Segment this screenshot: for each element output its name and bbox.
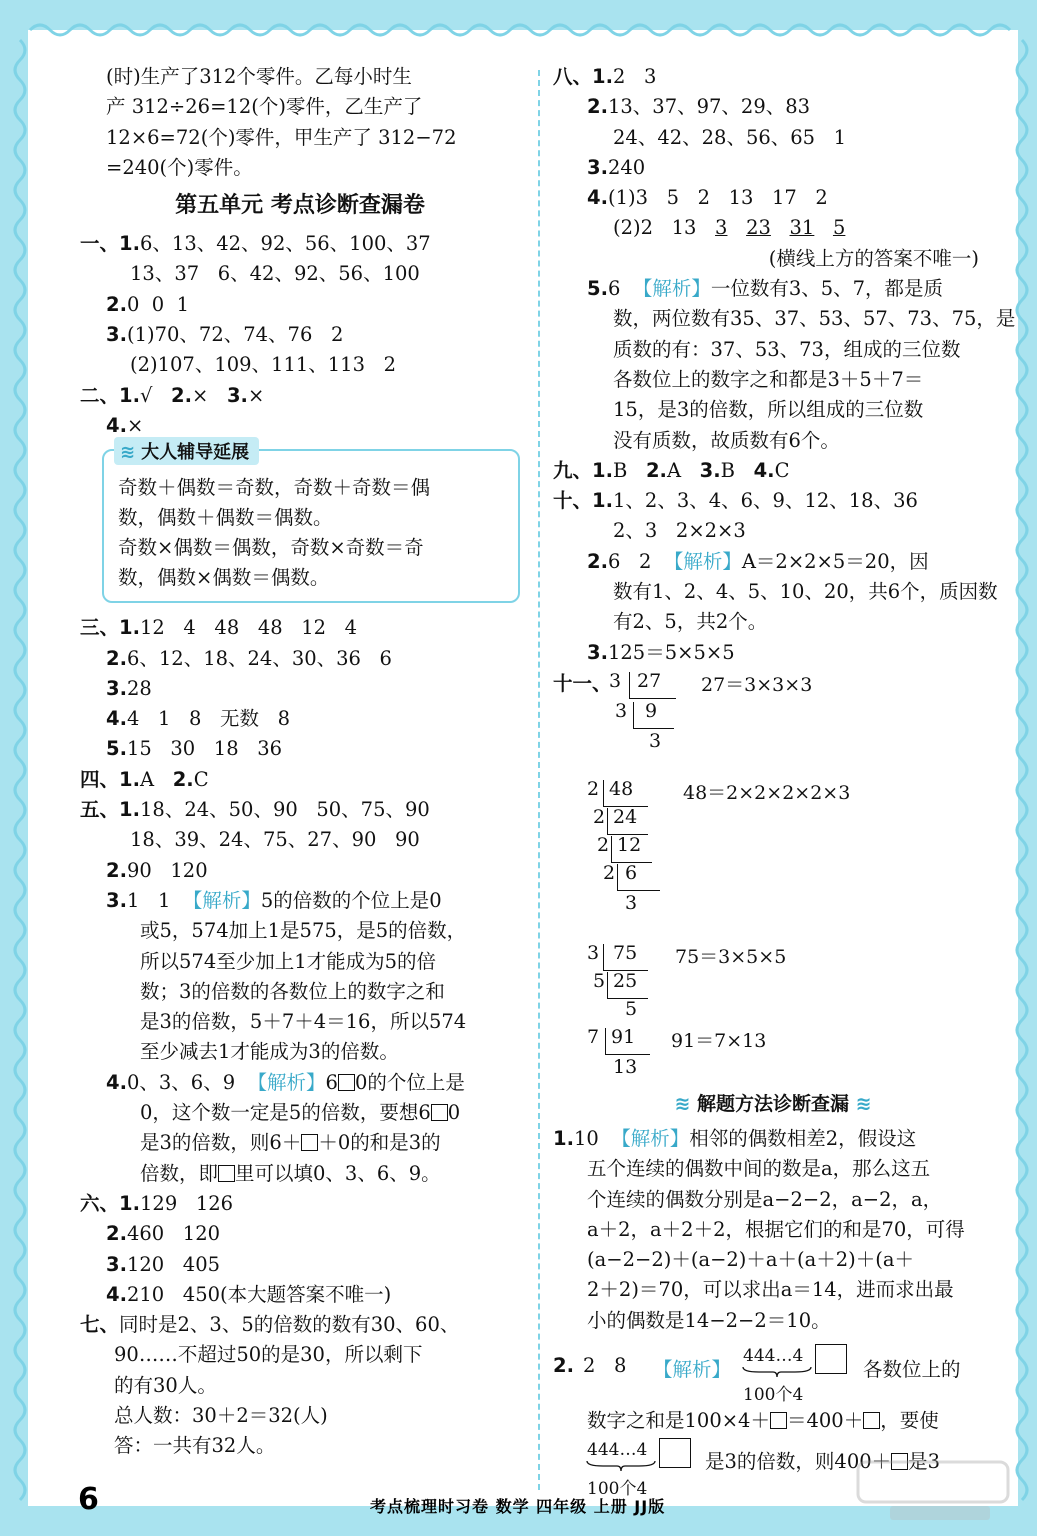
- question-number: 1.: [119, 383, 140, 407]
- question-number: 3.: [106, 1252, 127, 1276]
- analysis-text: 5的倍数的个位上是0: [260, 888, 442, 912]
- blank-box-icon: [431, 1104, 448, 1121]
- question-number: 3.: [587, 155, 608, 179]
- section-number: 十、: [553, 489, 593, 513]
- brace-label: 100个4: [743, 1385, 804, 1406]
- question-number: 4.: [587, 186, 608, 210]
- analysis-tag: 【解析】: [653, 1358, 732, 1382]
- quotient: 3: [625, 891, 638, 914]
- dividend: 6: [625, 861, 638, 884]
- answer-text: 1 1: [126, 888, 171, 912]
- dividend: 27: [637, 669, 662, 692]
- answer-line: [553, 638, 993, 668]
- answer-text: 6、12、18、24、30、36 6: [126, 646, 392, 670]
- question-number: 3.: [226, 383, 248, 407]
- question-number: 2.: [106, 858, 127, 882]
- wave-icon: ≋: [120, 442, 136, 464]
- dividend: 9: [645, 699, 658, 722]
- division-bracket: [633, 699, 674, 729]
- analysis-tag: 【解析】: [182, 888, 261, 912]
- brace-label: 100个4: [587, 1479, 648, 1500]
- dividend: 91: [611, 1025, 636, 1048]
- answer-line: [80, 613, 520, 643]
- question-number: 2.: [106, 646, 127, 670]
- answer-note: (横线上方的答案不唯一): [768, 246, 979, 270]
- question-number: 1.: [592, 489, 613, 513]
- question-number: 2.: [587, 549, 608, 573]
- question-number: 1.: [592, 458, 613, 482]
- answer-line: (2)107、109、111、113 2: [130, 353, 397, 377]
- question-number: 2.: [645, 458, 667, 482]
- division-bracket: [611, 833, 652, 863]
- underlined-answer: 3: [715, 216, 728, 240]
- tip-box: [102, 442, 520, 603]
- tip-line: 奇数×偶数＝偶数，奇数×奇数＝奇: [118, 536, 424, 560]
- analysis-line: 数，两位数有35、37、53、57、73、75，是: [613, 307, 1016, 331]
- division-bracket: [603, 777, 648, 807]
- underlined-answer: 23: [746, 216, 771, 240]
- answer-text: 120 405: [126, 1252, 221, 1276]
- question-number: 3.: [106, 676, 127, 700]
- short-division-area: [553, 1018, 993, 1084]
- question-number: 2.: [171, 383, 193, 407]
- watermark-logo-icon: [850, 1456, 1020, 1526]
- dividend: 48: [609, 777, 634, 800]
- answer-text: 6、13、42、92、56、100、37: [140, 232, 431, 256]
- answer-text: 125＝5×5×5: [607, 640, 735, 664]
- repeated-number: 444…4: [587, 1440, 648, 1461]
- division-bracket: [607, 969, 648, 999]
- answer-line: [80, 1219, 520, 1249]
- tip-header: [114, 437, 259, 465]
- answer-line: [553, 153, 993, 183]
- dividend: 12: [617, 833, 642, 856]
- answer-line: [80, 1250, 520, 1280]
- dividend: 25: [613, 969, 638, 992]
- section-number: 六、: [80, 1191, 120, 1215]
- brace-icon: [585, 1460, 657, 1472]
- question-number: 5.: [587, 277, 608, 301]
- answer-text: ×: [247, 383, 265, 407]
- answer-text: 13、37、97、29、83: [607, 95, 811, 119]
- question-number: 5.: [106, 737, 127, 761]
- intro-line: =240(个)零件。: [106, 155, 253, 179]
- answer-line: [80, 856, 520, 886]
- answer-text: 0 0 1: [126, 292, 189, 316]
- tip-line: 数，偶数×偶数＝偶数。: [118, 566, 330, 590]
- answer-line: [80, 381, 520, 411]
- question-number: 4.: [106, 1070, 127, 1094]
- divisor: 7: [587, 1025, 600, 1048]
- answer-text: 10: [573, 1126, 599, 1150]
- divisor: 3: [615, 699, 628, 722]
- answer-text: 6 2: [607, 549, 652, 573]
- division-bracket: [605, 1025, 650, 1055]
- answer-line: [80, 765, 520, 795]
- left-column: [80, 62, 520, 1462]
- answer-text: A: [140, 767, 155, 791]
- underlined-answer: 5: [832, 216, 846, 240]
- answer-line: [553, 62, 993, 92]
- answer-text: 4 1 8 无数 8: [126, 707, 290, 731]
- answer-line: (2)2 13 3 23 31 5: [613, 216, 846, 240]
- blank-box-icon: [218, 1165, 235, 1182]
- division-bracket: [617, 861, 660, 891]
- answer-text: 同时是2、3、5的倍数的数有30、60、: [119, 1313, 460, 1337]
- analysis-line: a＋2，a＋2＋2，根据它们的和是70，可得: [587, 1217, 965, 1241]
- section-number: 八、: [553, 65, 593, 88]
- answer-text: 18、24、50、90 50、75、90: [140, 798, 430, 822]
- section-number: 一、: [80, 232, 120, 256]
- question-number: 1.: [119, 616, 140, 640]
- analysis-line: 倍数，即 里可以填0、3、6、9。: [140, 1161, 441, 1185]
- answer-text: 2 3: [613, 65, 657, 88]
- answer-text: 12 4 48 48 12 4: [140, 616, 358, 640]
- answer-text: 460 120: [126, 1222, 221, 1246]
- divisor: 2: [597, 833, 610, 856]
- question-number: 1.: [119, 798, 140, 822]
- intro-line: 12×6=72(个)零件，甲生产了 312−72: [106, 125, 457, 149]
- question-number: 2.: [553, 1354, 574, 1378]
- page-number: 6: [78, 1482, 99, 1517]
- blank-box-icon: [815, 1344, 847, 1374]
- answer-line: 九、1.B 2.A 3.B 4.C: [553, 458, 790, 482]
- analysis-line: 是3的倍数，5＋7＋4＝16，所以574: [140, 1010, 467, 1034]
- analysis-tag: 【解析】: [663, 549, 742, 573]
- unit-title: 第五单元 考点诊断查漏卷: [175, 193, 425, 219]
- blank-box-icon: [770, 1412, 787, 1429]
- divisor: 3: [587, 941, 600, 964]
- question-number: 1.: [592, 65, 613, 88]
- blank-box-icon: [659, 1438, 691, 1468]
- answer-text: 15 30 18 36: [126, 737, 283, 761]
- tip-line: 数，偶数＋偶数＝偶数。: [118, 506, 333, 530]
- answer-line: [80, 704, 520, 734]
- answer-text: 210 450(本大题答案不唯一): [126, 1282, 392, 1306]
- answer-text: (1)3 5 2 13 17 2: [607, 186, 828, 210]
- analysis-line: 或5，574加上1是575，是5的倍数，: [140, 919, 467, 943]
- question-number: 1.: [119, 1191, 140, 1215]
- blank-box-icon: [863, 1412, 880, 1429]
- analysis-line: 所以574至少加上1才能成为5的倍: [140, 949, 437, 973]
- question-number: 3.: [587, 640, 608, 664]
- question-number: 4.: [753, 458, 775, 482]
- analysis-line: 15，是3的倍数，所以组成的三位数: [613, 398, 924, 422]
- answer-line: [80, 1189, 520, 1219]
- analysis-line: 有2、5，共2个。: [613, 610, 768, 634]
- analysis-line: 数；3的倍数的各数位上的数字之和: [140, 979, 445, 1003]
- column-divider: [538, 70, 540, 1490]
- answer-line: 18、39、24、75、27、90 90: [130, 828, 420, 852]
- answer-line: [553, 183, 993, 213]
- tip-line: 奇数＋偶数＝奇数，奇数＋奇数＝偶: [118, 476, 431, 500]
- section-number: 十一、: [553, 671, 612, 695]
- question-number: 4.: [106, 1282, 127, 1306]
- answer-text: 1、2、3、4、6、9、12、18、36: [613, 489, 918, 513]
- analysis-text: 各数位上的: [863, 1358, 961, 1382]
- answer-line: [553, 92, 993, 122]
- question-number: 1.: [553, 1126, 574, 1150]
- question-number: 3.: [106, 888, 127, 912]
- question-number: 3.: [106, 323, 127, 347]
- analysis-text: 相邻的偶数相差2，假设这: [689, 1126, 917, 1150]
- analysis-line: 五个连续的偶数中间的数是a，那么这五: [587, 1157, 931, 1181]
- answer-line: [553, 486, 993, 516]
- answer-text: 0、3、6、9: [126, 1070, 236, 1094]
- analysis-line: 是3的倍数，则6＋ ＋0的和是3的: [140, 1131, 441, 1155]
- factorization: 75＝3×5×5: [675, 945, 787, 968]
- answer-line: 24、42、28、56、65 1: [613, 125, 847, 149]
- divisor: 5: [593, 969, 606, 992]
- answer-line: [80, 674, 520, 704]
- analysis-text: 是3的倍数，则400＋ 是3: [705, 1450, 941, 1474]
- answer-line: [80, 229, 520, 259]
- analysis-tag: 【解析】: [611, 1126, 690, 1150]
- repeated-number: 444…4: [743, 1346, 804, 1367]
- analysis-text: A＝2×2×5＝20，因: [741, 549, 929, 573]
- answer-line: [80, 734, 520, 764]
- analysis-line: 至少减去1才能成为3的倍数。: [140, 1040, 399, 1064]
- brace-icon: [741, 1366, 813, 1378]
- question-number: 3.: [699, 458, 721, 482]
- analysis-line: 数字之和是100×4＋ ＝400＋ ，要使: [587, 1409, 939, 1433]
- intro-line: (时)生产了312个零件。乙每小时生: [106, 65, 412, 88]
- answer-line: 答：一共有32人。: [114, 1434, 276, 1458]
- analysis-text: 一位数有3、5、7，都是质: [710, 277, 944, 301]
- divisor: 2: [593, 805, 606, 828]
- answer-line: 4.0、3、6、9 【解析】6 0的个位上是: [106, 1070, 465, 1094]
- answer-line: [553, 1124, 993, 1154]
- blank-box-icon: [338, 1074, 355, 1091]
- factorization: 91＝7×13: [671, 1029, 767, 1052]
- quotient: 13: [613, 1055, 638, 1078]
- division-bracket: [629, 669, 676, 699]
- intro-line: 产 312÷26=12(个)零件，乙生产了: [106, 95, 423, 119]
- tip-title: 大人辅导延展: [141, 442, 250, 464]
- analysis-line: (a−2−2)＋(a−2)＋a＋(a＋2)＋(a＋: [587, 1248, 915, 1272]
- answer-line: [553, 1344, 993, 1406]
- answer-text: 90 120: [126, 858, 208, 882]
- question-number: 1.: [119, 232, 140, 256]
- answer-line: 2、3 2×2×3: [613, 519, 746, 543]
- question-number: 2.: [106, 292, 127, 316]
- right-column: [553, 62, 1016, 1500]
- question-number: 4.: [106, 707, 127, 731]
- section-number: 三、: [80, 616, 120, 640]
- analysis-line: 质数的有：37、53、73，组成的三位数: [613, 337, 961, 361]
- section-number: 九、: [553, 458, 593, 482]
- answer-line: 90……不超过50的是30，所以剩下: [114, 1343, 423, 1367]
- section-number: 四、: [80, 767, 120, 791]
- answer-text: 28: [126, 676, 152, 700]
- dividend: 24: [613, 805, 638, 828]
- wave-icon: ≋: [674, 1092, 697, 1115]
- analysis-line: 0，这个数一定是5的倍数，要想6 0: [140, 1101, 461, 1125]
- factorization: 27＝3×3×3: [701, 673, 813, 696]
- answer-line: 13、37 6、42、92、56、100: [130, 262, 420, 286]
- section-number: 七、: [80, 1313, 120, 1337]
- answer-text: 240: [607, 155, 646, 179]
- answer-line: [553, 547, 993, 577]
- question-number: 1.: [119, 767, 140, 791]
- question-number: 2.: [587, 95, 608, 119]
- answer-line: [80, 320, 520, 350]
- analysis-line: 2＋2)＝70，可以求出a＝14，进而求出最: [587, 1278, 954, 1302]
- answer-text: √: [140, 383, 153, 407]
- method-title: ≋ 解题方法诊断查漏 ≋: [674, 1092, 872, 1115]
- answer-text: 129 126: [140, 1191, 234, 1215]
- divisor: 2: [587, 777, 600, 800]
- analysis-line: 各数位上的数字之和都是3＋5＋7＝: [613, 367, 924, 391]
- question-number: 4.: [106, 413, 127, 437]
- analysis-tag: 【解析】: [247, 1070, 326, 1094]
- answer-text: ×: [126, 413, 144, 437]
- answer-line: [553, 274, 993, 304]
- wave-icon: ≋: [849, 1092, 872, 1115]
- answer-line: [80, 1280, 520, 1310]
- analysis-line: 小的偶数是14−2−2＝10。: [587, 1308, 831, 1332]
- section-number: 五、: [80, 798, 120, 822]
- division-bracket: [607, 805, 648, 835]
- answer-line: [80, 795, 520, 825]
- footer-text: 考点梳理时习卷 数学 四年级 上册 JJ版: [370, 1497, 666, 1516]
- division-bracket: [603, 941, 648, 971]
- analysis-line: 数有1、2、4、5、10、20，共6个，质因数: [613, 580, 998, 604]
- factorization: 48＝2×2×2×2×3: [683, 781, 851, 804]
- answer-text: (1)70、72、74、76 2: [126, 323, 344, 347]
- divisor: 2: [603, 861, 616, 884]
- answer-text: 6: [607, 277, 621, 301]
- question-number: 2.: [172, 767, 194, 791]
- answer-line: [80, 290, 520, 320]
- answer-line: 的有30人。: [114, 1373, 217, 1397]
- answer-line: 总人数：30＋2＝32(人): [114, 1403, 328, 1427]
- dividend: 75: [613, 941, 638, 964]
- divisor: 3: [609, 669, 622, 692]
- quotient: 5: [625, 997, 638, 1020]
- answer-text: C: [193, 767, 209, 791]
- analysis-line: 个连续的偶数分别是a−2−2，a−2，a，: [587, 1187, 943, 1211]
- blank-box-icon: [301, 1134, 318, 1151]
- section-number: 二、: [80, 383, 120, 407]
- answer-line: [80, 644, 520, 674]
- answer-line: [80, 886, 520, 916]
- question-number: 2.: [106, 1222, 127, 1246]
- analysis-tag: 【解析】: [632, 277, 711, 301]
- short-division-area: [553, 668, 993, 1018]
- answer-text: ×: [192, 383, 209, 407]
- underlined-answer: 31: [789, 216, 815, 240]
- answer-line: [80, 1310, 520, 1340]
- quotient: 3: [649, 729, 662, 752]
- analysis-line: 没有质数，故质数有6个。: [613, 428, 840, 452]
- answer-text: 2 8: [583, 1354, 627, 1378]
